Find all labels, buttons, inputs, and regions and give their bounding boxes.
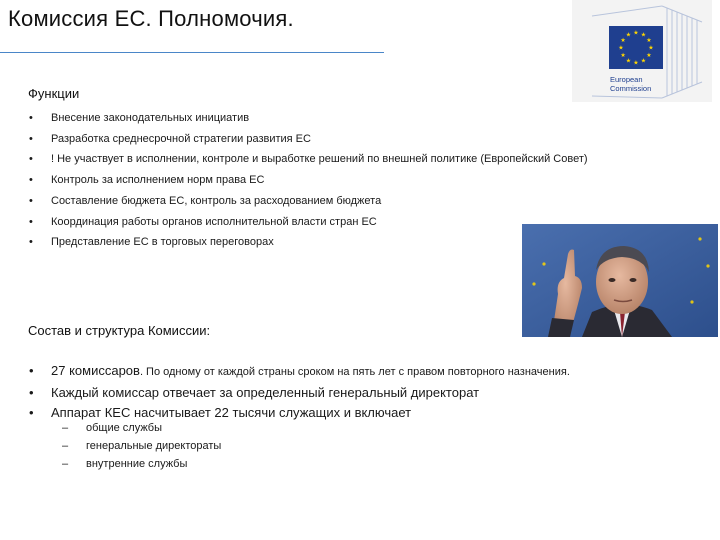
eu-star-icon: ★ bbox=[633, 29, 639, 37]
bullet-icon: • bbox=[29, 112, 33, 124]
list-item: • Контроль за исполнением норм права ЕС bbox=[27, 170, 588, 191]
eu-star-icon: ★ bbox=[633, 59, 639, 67]
list-item: • Координация работы органов исполнительной власти стран ЕС bbox=[27, 212, 588, 233]
logo-line-commission: Commission bbox=[610, 84, 652, 93]
list-item: • Разработка среднесрочной стратегии развития ЕС bbox=[27, 129, 588, 150]
dash-icon: – bbox=[62, 422, 69, 434]
functions-list bbox=[27, 108, 588, 253]
logo-line-european: European bbox=[610, 75, 643, 84]
bullet-icon: • bbox=[29, 132, 33, 145]
logo-caption bbox=[610, 75, 651, 93]
functions-heading: Функции bbox=[28, 86, 80, 101]
list-item: • Представление ЕС в торговых переговорах bbox=[27, 232, 588, 253]
eu-star-icon: ★ bbox=[618, 44, 624, 52]
sublist-item: – общие службы bbox=[62, 419, 221, 437]
composition-list bbox=[27, 361, 570, 424]
slide-title: Комиссия ЕС. Полномочия. bbox=[8, 6, 294, 31]
list-item: • ! Не участвует в исполнении, контроле и выработке решений по внешней политике (Европейский Совет) bbox=[27, 149, 588, 170]
sublist-item: – внутренние службы bbox=[62, 455, 221, 473]
list-item: • Составление бюджета ЕС, контроль за расходованием бюджета bbox=[27, 191, 588, 212]
list-item: • Внесение законодательных инициатив bbox=[27, 108, 588, 129]
list-item bbox=[27, 361, 570, 383]
eu-star-icon: ★ bbox=[625, 57, 632, 65]
eu-star-icon: ★ bbox=[640, 57, 647, 65]
eu-star-icon: ★ bbox=[620, 52, 626, 59]
eu-star-icon: ★ bbox=[646, 37, 652, 44]
eu-star-icon: ★ bbox=[625, 31, 632, 39]
eu-star-icon: ★ bbox=[640, 31, 647, 39]
list-item: • Аппарат КЕС насчитывает 22 тысячи служащих и включает bbox=[27, 403, 570, 424]
services-sublist bbox=[62, 419, 221, 473]
bullet-icon: • bbox=[29, 363, 34, 378]
bullet-icon: • bbox=[29, 194, 33, 207]
eu-star-icon: ★ bbox=[648, 44, 654, 52]
speaker-photo bbox=[522, 224, 718, 337]
bullet-icon: • bbox=[29, 153, 33, 166]
composition-heading: Состав и структура Комиссии: bbox=[28, 323, 211, 338]
bullet-icon: • bbox=[29, 215, 33, 228]
list-item: • Каждый комиссар отвечает за определенный генеральный директорат bbox=[27, 383, 570, 404]
eu-star-icon: ★ bbox=[620, 37, 626, 44]
commissioners-count: 27 комиссаров bbox=[51, 363, 140, 378]
eu-star-icon: ★ bbox=[646, 52, 652, 59]
dash-icon: – bbox=[62, 458, 69, 470]
bullet-icon: • bbox=[29, 174, 33, 187]
dash-icon: – bbox=[62, 440, 69, 452]
european-commission-logo bbox=[572, 0, 712, 102]
title-divider bbox=[0, 52, 384, 53]
sublist-item: – генеральные директораты bbox=[62, 437, 221, 455]
bullet-icon: • bbox=[29, 405, 34, 420]
commissioners-details: . По одному от каждой страны сроком на пять лет с правом повторного назначения. bbox=[139, 366, 570, 378]
bullet-icon: • bbox=[29, 236, 33, 249]
bullet-icon: • bbox=[29, 384, 34, 400]
